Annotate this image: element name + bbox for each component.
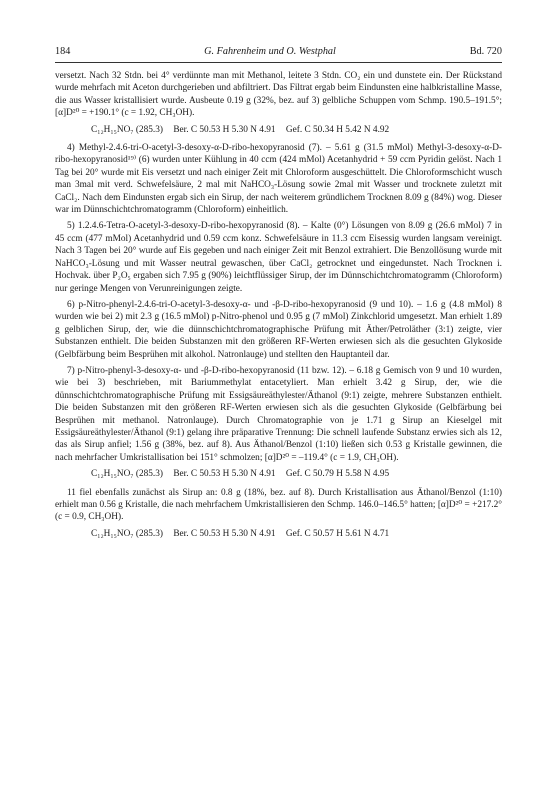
paragraph-section-5: 5) 1.2.4.6-Tetra-O-acetyl-3-desoxy-D-ribo-hexopyranosid (8). – Kalte (0°) Lösungen von 8.09 g (26.6 mMol) 7 in 45 ccm (477 mMol) Acetanhydrid und 0.59 ccm konz. Schwefelsäure in 11.3 ccm Eisessig wurden langsam vereinigt. Nach 3 Tagen bei 20° wurde auf Eis gegeben und nach einiger Zeit mit Benzol extrahiert. Die Benzollösung wurde mit NaHCO₃-Lösung und mit Wasser neutral gewaschen, über CaCl₂ getrocknet und eingedunstet. Nach Trocknen i. Hochvak. über P₂O₅ ergaben sich 7.95 g (90%) leichtflüssiger Sirup, der im Dünnschichtchromatogramm (Chloroform) nur geringe Mengen von Verunreinigungen zeigte.	[55, 221, 502, 294]
page-header	[55, 46, 502, 63]
page-number: 184	[55, 46, 71, 57]
volume-label: Bd. 720	[469, 46, 502, 57]
formula-found: Gef. C 50.79 H 5.58 N 4.95	[285, 469, 390, 480]
analysis-formula	[91, 528, 502, 540]
analysis-formula	[91, 124, 502, 136]
paragraph-intro: versetzt. Nach 32 Stdn. bei 4° verdünnte man mit Methanol, leitete 3 Stdn. CO₂ ein und dunstete ein. Der Rückstand wurde mehrfach mit Aceton durchgerieben und abfiltriert. Das Filtrat ergab beim Eindunsten eine halbkristalline Masse, die aus Wasser kristallisiert wurde. Ausbeute 0.19 g (32%, bez. auf 3) gelbliche Schuppen vom Schmp. 190.5–191.5°; [α]D²⁰ = +190.1° (c = 1.92, CH₃OH).	[55, 71, 502, 119]
paragraph-section-4: 4) Methyl-2.4.6-tri-O-acetyl-3-desoxy-α-D-ribo-hexopyranosid (7). – 5.61 g (31.5 mMol) Methyl-3-desoxy-α-D-ribo-hexopyranosid¹⁹⁾ (6) wurden unter Kühlung in 40 ccm (424 mMol) Acetanhydrid + 59 ccm Pyridin gelöst. Nach 1 Tag bei 20° wurde mit Eis versetzt und nach einiger Zeit mit Chloroform ausgeschüttelt. Die Chloroformschicht wusch man 3mal mit verd. Schwefelsäure, 2 mal mit NaHCO₃-Lösung sowie 2mal mit Wasser und trocknete zuletzt mit CaCl₂. Nach dem Eindunsten ergab sich ein Sirup, der nach weiterem gründlichem Trocknen 8.09 g (84%) wog. Dieser war im Dünnschichtchromatogramm (Chloroform) einheitlich.	[55, 143, 502, 216]
formula-calculated: Ber. C 50.53 H 5.30 N 4.91	[173, 469, 276, 480]
formula-compound: C₁₂H₁₅NO₇ (285.3)	[91, 528, 163, 539]
paragraph-compound-11: 11 fiel ebenfalls zunächst als Sirup an: 0.8 g (18%, bez. auf 8). Durch Kristallisation aus Äthanol/Benzol (1:10) erhielt man 0.56 g Kristalle, die nach mehrfachem Umkristallisieren den Schmp. 146.0–146.5° hatten; [α]D²⁰ = +217.2° (c = 0.9, CH₃OH).	[55, 487, 502, 523]
paragraph-section-7: 7) p-Nitro-phenyl-3-desoxy-α- und -β-D-ribo-hexopyranosid (11 bzw. 12). – 6.18 g Gemisch von 9 und 10 wurden, wie bei 3) beschrieben, mit Bariummethylat entacetyliert. Man erhielt 3.42 g Sirup, der, wie die dünnschichtchromatographische Prüfung mit Essigsäureäthylester/Äthanol (9:1) zeigte, mehrere Substanzen enthielt. Die beiden Substanzen mit den größeren RF-Werten erwiesen sich als die gesuchten Glykoside (Gelbfärbung bei Besprühen mit methanol. Natronlauge). Durch Chromatographie von je 1.71 g Sirup an Kieselgel mit Essigsäureäthylester/Äthanol (9:1) gelang ihre präparative Trennung: Die schnell laufende Substanz erwies sich als 12, das als Sirup anfiel; 1.56 g (38%, bez. auf 8). Aus Äthanol/Benzol (1:10) ließen sich 0.53 g Kristalle gewinnen, die nach mehrfacher Umkristallisation bei 151° schmolzen; [α]D²⁰ = –119.4° (c = 1.9, CH₃OH).	[55, 365, 502, 463]
formula-calculated: Ber. C 50.53 H 5.30 N 4.91	[173, 124, 276, 135]
formula-calculated: Ber. C 50.53 H 5.30 N 4.91	[173, 528, 276, 539]
analysis-formula	[91, 468, 502, 480]
formula-compound: C₁₂H₁₅NO₇ (285.3)	[91, 124, 163, 135]
formula-found: Gef. C 50.57 H 5.61 N 4.71	[285, 528, 390, 539]
formula-compound: C₁₂H₁₅NO₇ (285.3)	[91, 469, 163, 480]
running-title: G. Fahrenheim und O. Westphal	[204, 46, 336, 57]
paragraph-section-6: 6) p-Nitro-phenyl-2.4.6-tri-O-acetyl-3-desoxy-α- und -β-D-ribo-hexopyranosid (9 und 10). – 1.6 g (4.8 mMol) 8 wurden wie bei 2) mit 2.3 g (16.5 mMol) p-Nitro-phenol und 0.95 g (7 mMol) Zinkchlorid umgesetzt. Man erhielt 1.89 g gelblichen Sirup, der, wie die dünnschichtchromatographische Prüfung mit Äther/Petroläther (3:1) zeigte, vier Substanzen enthielt. Die beiden Substanzen mit den größeren RF-Werten erwiesen sich als die gesuchten Glykoside (Gelbfärbung beim Besprühen mit alkohol. Natronlauge) und stellten den Hauptanteil dar.	[55, 299, 502, 360]
formula-found: Gef. C 50.34 H 5.42 N 4.92	[285, 124, 390, 135]
